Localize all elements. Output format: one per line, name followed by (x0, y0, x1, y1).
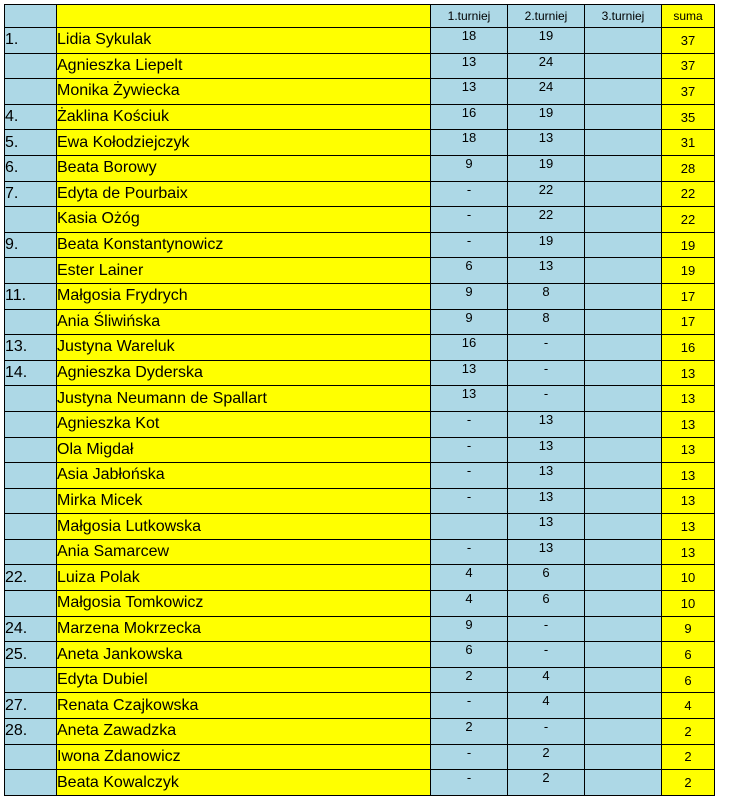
sum-cell: 17 (662, 309, 715, 335)
tournament-1-score: - (431, 770, 508, 796)
tournament-2-score: 2 (508, 744, 585, 770)
rank-cell (5, 411, 57, 437)
rank-cell (5, 309, 57, 335)
sum-cell: 22 (662, 207, 715, 233)
tournament-3-score (585, 79, 662, 105)
tournament-1-score: - (431, 232, 508, 258)
header-rank (5, 5, 57, 28)
tournament-1-score: 4 (431, 591, 508, 617)
tournament-2-score: 13 (508, 514, 585, 540)
tournament-2-score: 4 (508, 667, 585, 693)
sum-cell: 13 (662, 539, 715, 565)
sum-cell: 13 (662, 514, 715, 540)
tournament-1-score: 6 (431, 642, 508, 668)
tournament-2-score: 8 (508, 309, 585, 335)
rank-cell: 14. (5, 360, 57, 386)
tournament-3-score (585, 770, 662, 796)
sum-cell: 6 (662, 667, 715, 693)
rank-cell (5, 770, 57, 796)
tournament-1-score: 2 (431, 667, 508, 693)
table-row (5, 79, 715, 105)
player-name-cell: Małgosia Frydrych (57, 283, 431, 309)
rank-cell: 28. (5, 719, 57, 745)
tournament-3-score (585, 309, 662, 335)
table-row (5, 386, 715, 412)
table-row (5, 591, 715, 617)
sum-cell: 19 (662, 232, 715, 258)
tournament-1-score: - (431, 181, 508, 207)
table-row (5, 539, 715, 565)
rank-cell: 13. (5, 335, 57, 361)
player-name-cell: Agnieszka Kot (57, 411, 431, 437)
player-name-cell: Lidia Sykulak (57, 28, 431, 54)
tournament-3-score (585, 667, 662, 693)
player-name-cell: Justyna Neumann de Spallart (57, 386, 431, 412)
tournament-2-score: 22 (508, 181, 585, 207)
tournament-3-score (585, 181, 662, 207)
ranking-table (4, 4, 715, 796)
table-row (5, 283, 715, 309)
rank-cell: 9. (5, 232, 57, 258)
tournament-3-score (585, 386, 662, 412)
tournament-3-score (585, 539, 662, 565)
tournament-2-score: 2 (508, 770, 585, 796)
tournament-2-score: 13 (508, 463, 585, 489)
tournament-3-score (585, 28, 662, 54)
rank-cell (5, 53, 57, 79)
table-row (5, 488, 715, 514)
tournament-3-score (585, 232, 662, 258)
sum-cell: 22 (662, 181, 715, 207)
tournament-1-score: 2 (431, 719, 508, 745)
sum-cell: 35 (662, 104, 715, 130)
rank-cell (5, 667, 57, 693)
tournament-1-score: 13 (431, 79, 508, 105)
rank-cell: 5. (5, 130, 57, 156)
table-row (5, 770, 715, 796)
player-name-cell: Monika Żywiecka (57, 79, 431, 105)
table-row (5, 207, 715, 233)
table-row (5, 104, 715, 130)
rank-cell: 7. (5, 181, 57, 207)
tournament-1-score: 9 (431, 616, 508, 642)
sum-cell: 31 (662, 130, 715, 156)
rank-cell (5, 488, 57, 514)
tournament-3-score (585, 207, 662, 233)
tournament-3-score (585, 616, 662, 642)
player-name-cell: Ester Lainer (57, 258, 431, 284)
tournament-3-score (585, 693, 662, 719)
table-row (5, 642, 715, 668)
sum-cell: 37 (662, 79, 715, 105)
tournament-3-score (585, 104, 662, 130)
rank-cell: 24. (5, 616, 57, 642)
tournament-3-score (585, 744, 662, 770)
rank-cell (5, 207, 57, 233)
tournament-2-score: 19 (508, 232, 585, 258)
tournament-1-score: - (431, 463, 508, 489)
tournament-3-score (585, 155, 662, 181)
rank-cell: 1. (5, 28, 57, 54)
table-row (5, 309, 715, 335)
sum-cell: 13 (662, 437, 715, 463)
rank-cell: 27. (5, 693, 57, 719)
tournament-2-score: 13 (508, 130, 585, 156)
player-name-cell: Ola Migdał (57, 437, 431, 463)
header-tournament-1: 1.turniej (431, 5, 508, 28)
table-row (5, 693, 715, 719)
tournament-2-score: - (508, 616, 585, 642)
sum-cell: 28 (662, 155, 715, 181)
tournament-1-score: - (431, 207, 508, 233)
player-name-cell: Aneta Zawadzka (57, 719, 431, 745)
rank-cell (5, 79, 57, 105)
table-row (5, 514, 715, 540)
tournament-1-score: 13 (431, 386, 508, 412)
rank-cell (5, 539, 57, 565)
table-row (5, 360, 715, 386)
tournament-1-score: 9 (431, 283, 508, 309)
tournament-3-score (585, 437, 662, 463)
player-name-cell: Aneta Jankowska (57, 642, 431, 668)
table-row (5, 616, 715, 642)
table-row (5, 28, 715, 54)
tournament-2-score: 4 (508, 693, 585, 719)
tournament-2-score: 8 (508, 283, 585, 309)
player-name-cell: Ewa Kołodziejczyk (57, 130, 431, 156)
rank-cell: 11. (5, 283, 57, 309)
sum-cell: 2 (662, 770, 715, 796)
tournament-2-score: - (508, 642, 585, 668)
player-name-cell: Beata Konstantynowicz (57, 232, 431, 258)
sum-cell: 19 (662, 258, 715, 284)
player-name-cell: Beata Kowalczyk (57, 770, 431, 796)
tournament-2-score: 13 (508, 437, 585, 463)
tournament-1-score: 9 (431, 309, 508, 335)
player-name-cell: Beata Borowy (57, 155, 431, 181)
table-row (5, 437, 715, 463)
table-row (5, 232, 715, 258)
tournament-2-score: 13 (508, 411, 585, 437)
sum-cell: 6 (662, 642, 715, 668)
player-name-cell: Renata Czajkowska (57, 693, 431, 719)
tournament-2-score: 19 (508, 104, 585, 130)
tournament-2-score: 6 (508, 591, 585, 617)
tournament-2-score: 24 (508, 79, 585, 105)
table-row (5, 667, 715, 693)
sum-cell: 4 (662, 693, 715, 719)
player-name-cell: Agnieszka Dyderska (57, 360, 431, 386)
player-name-cell: Edyta Dubiel (57, 667, 431, 693)
tournament-3-score (585, 411, 662, 437)
tournament-1-score: 18 (431, 28, 508, 54)
table-row (5, 719, 715, 745)
sum-cell: 13 (662, 360, 715, 386)
tournament-1-score: - (431, 744, 508, 770)
tournament-1-score: - (431, 539, 508, 565)
tournament-2-score: 22 (508, 207, 585, 233)
tournament-3-score (585, 514, 662, 540)
table-row (5, 744, 715, 770)
player-name-cell: Kasia Ożóg (57, 207, 431, 233)
tournament-3-score (585, 360, 662, 386)
tournament-2-score: 13 (508, 539, 585, 565)
player-name-cell: Luiza Polak (57, 565, 431, 591)
rank-cell (5, 514, 57, 540)
sum-cell: 13 (662, 488, 715, 514)
player-name-cell: Iwona Zdanowicz (57, 744, 431, 770)
tournament-3-score (585, 565, 662, 591)
tournament-1-score (431, 514, 508, 540)
tournament-3-score (585, 488, 662, 514)
tournament-2-score: 19 (508, 28, 585, 54)
tournament-3-score (585, 335, 662, 361)
player-name-cell: Ania Samarcew (57, 539, 431, 565)
player-name-cell: Marzena Mokrzecka (57, 616, 431, 642)
tournament-1-score: 16 (431, 104, 508, 130)
tournament-3-score (585, 283, 662, 309)
table-row (5, 181, 715, 207)
tournament-1-score: 16 (431, 335, 508, 361)
player-name-cell: Żaklina Kościuk (57, 104, 431, 130)
rank-cell (5, 744, 57, 770)
rank-cell (5, 463, 57, 489)
tournament-1-score: - (431, 437, 508, 463)
table-row (5, 130, 715, 156)
rank-cell: 4. (5, 104, 57, 130)
tournament-3-score (585, 719, 662, 745)
header-sum: suma (662, 5, 715, 28)
sum-cell: 17 (662, 283, 715, 309)
sum-cell: 9 (662, 616, 715, 642)
sum-cell: 13 (662, 411, 715, 437)
rank-cell: 25. (5, 642, 57, 668)
tournament-3-score (585, 258, 662, 284)
tournament-1-score: - (431, 693, 508, 719)
rank-cell: 22. (5, 565, 57, 591)
ranking-table-body (5, 5, 715, 796)
table-row (5, 155, 715, 181)
player-name-cell: Edyta de Pourbaix (57, 181, 431, 207)
tournament-2-score: - (508, 719, 585, 745)
sum-cell: 13 (662, 386, 715, 412)
tournament-1-score: - (431, 488, 508, 514)
player-name-cell: Agnieszka Liepelt (57, 53, 431, 79)
tournament-2-score: - (508, 386, 585, 412)
sum-cell: 2 (662, 744, 715, 770)
rank-cell (5, 386, 57, 412)
table-row (5, 411, 715, 437)
tournament-1-score: 18 (431, 130, 508, 156)
sum-cell: 16 (662, 335, 715, 361)
tournament-2-score: 13 (508, 488, 585, 514)
tournament-2-score: 19 (508, 155, 585, 181)
tournament-1-score: 6 (431, 258, 508, 284)
tournament-3-score (585, 53, 662, 79)
tournament-1-score: 9 (431, 155, 508, 181)
table-row (5, 565, 715, 591)
tournament-1-score: 13 (431, 53, 508, 79)
tournament-1-score: 4 (431, 565, 508, 591)
sum-cell: 2 (662, 719, 715, 745)
player-name-cell: Justyna Wareluk (57, 335, 431, 361)
rank-cell (5, 258, 57, 284)
player-name-cell: Mirka Micek (57, 488, 431, 514)
header-tournament-2: 2.turniej (508, 5, 585, 28)
tournament-2-score: - (508, 360, 585, 386)
player-name-cell: Ania Śliwińska (57, 309, 431, 335)
rank-cell: 6. (5, 155, 57, 181)
sum-cell: 13 (662, 463, 715, 489)
header-name (57, 5, 431, 28)
header-tournament-3: 3.turniej (585, 5, 662, 28)
table-row (5, 335, 715, 361)
player-name-cell: Asia Jabłońska (57, 463, 431, 489)
table-row (5, 463, 715, 489)
sum-cell: 10 (662, 565, 715, 591)
tournament-2-score: 6 (508, 565, 585, 591)
rank-cell (5, 591, 57, 617)
header-row (5, 5, 715, 28)
table-row (5, 53, 715, 79)
sum-cell: 10 (662, 591, 715, 617)
tournament-3-score (585, 463, 662, 489)
tournament-1-score: 13 (431, 360, 508, 386)
player-name-cell: Małgosia Lutkowska (57, 514, 431, 540)
tournament-2-score: 24 (508, 53, 585, 79)
tournament-2-score: - (508, 335, 585, 361)
table-row (5, 258, 715, 284)
tournament-3-score (585, 642, 662, 668)
sum-cell: 37 (662, 28, 715, 54)
player-name-cell: Małgosia Tomkowicz (57, 591, 431, 617)
tournament-2-score: 13 (508, 258, 585, 284)
tournament-3-score (585, 591, 662, 617)
rank-cell (5, 437, 57, 463)
tournament-3-score (585, 130, 662, 156)
sum-cell: 37 (662, 53, 715, 79)
tournament-1-score: - (431, 411, 508, 437)
